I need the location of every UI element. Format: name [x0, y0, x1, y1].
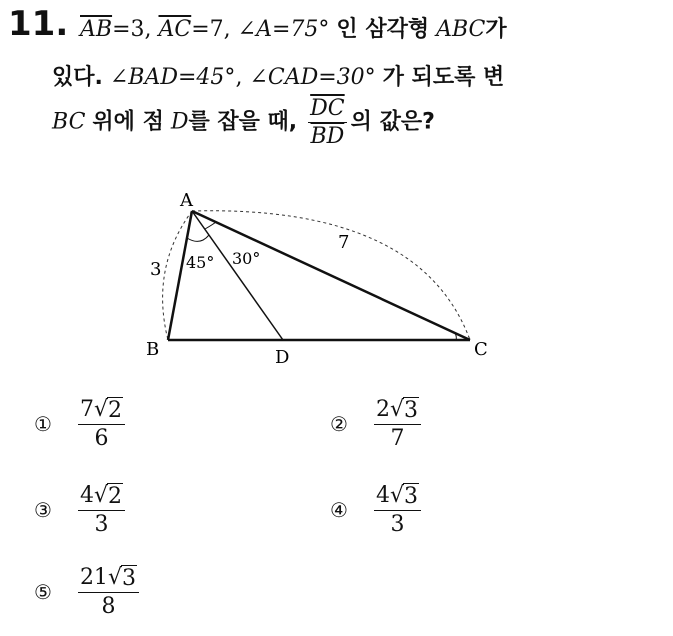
choice-5-mark: ⑤: [34, 580, 52, 604]
choice-2-coef: 2: [375, 397, 390, 422]
question-text-6: 를 잡을 때,: [188, 109, 298, 135]
choice-2-den: 7: [390, 426, 405, 451]
choice-5-coef: 21: [79, 565, 108, 590]
label-angle-45: 45°: [186, 253, 215, 272]
comma: ,: [235, 65, 243, 90]
label-b: B: [146, 339, 160, 360]
eq-7: =7,: [191, 17, 231, 42]
choice-4-fraction: [374, 483, 421, 537]
question-text-5: 위에 점: [92, 109, 164, 135]
choice-5[interactable]: [34, 565, 143, 619]
choice-3-coef: 4: [79, 483, 94, 508]
choice-4-mark: ④: [330, 498, 348, 522]
choice-4-coef: 4: [375, 483, 390, 508]
question-text-2: 가: [485, 17, 507, 42]
triangle-abc: ABC: [436, 17, 486, 42]
point-d: D: [170, 109, 189, 135]
choice-1-den: 6: [94, 426, 109, 451]
label-angle-30: 30°: [232, 249, 261, 268]
question-text-3: 있다.: [52, 65, 103, 90]
angle-cad: ∠CAD=30°: [249, 65, 376, 90]
choice-2-fraction: [374, 397, 421, 451]
label-c: C: [474, 339, 488, 360]
segment-ab: $\overline{AB}$: [80, 17, 113, 42]
choice-3-mark: ③: [34, 498, 52, 522]
segment-ad-line: [192, 211, 283, 340]
side-ab-line: [168, 211, 192, 340]
question-text-7: 의 값은?: [350, 109, 435, 135]
label-a: A: [180, 190, 193, 211]
label-d: D: [275, 347, 290, 368]
choice-3-fraction: [78, 483, 125, 537]
choice-2[interactable]: [330, 397, 425, 451]
choice-5-radicand: 3: [121, 566, 136, 591]
choice-4-radicand: 3: [403, 484, 418, 509]
choice-5-den: 8: [101, 594, 116, 619]
choice-1-radicand: 2: [107, 398, 122, 423]
side-bc: BC: [52, 109, 86, 135]
angle-a: ∠A=75°: [237, 17, 330, 42]
choice-2-radicand: 3: [403, 398, 418, 423]
question-text-4: 가 되도록 변: [382, 65, 505, 90]
choice-3-den: 3: [94, 512, 109, 537]
sqrt-sign: √: [389, 483, 404, 508]
side-ac-line: [192, 211, 470, 340]
angle-arc-bad: [187, 235, 209, 241]
segment-ac: $\overline{AC}$: [158, 17, 192, 42]
choice-1-coef: 7: [79, 397, 94, 422]
sqrt-sign: √: [93, 397, 108, 422]
sqrt-sign: √: [107, 565, 122, 590]
angle-arc-cad: [205, 222, 216, 229]
choice-1[interactable]: [34, 397, 129, 451]
sqrt-sign: √: [389, 397, 404, 422]
label-side-ab: 3: [150, 259, 162, 280]
question-text-1: 인 삼각형: [336, 17, 430, 42]
sqrt-sign: √: [93, 483, 108, 508]
choice-2-mark: ②: [330, 412, 348, 436]
choice-1-fraction: [78, 397, 125, 451]
choice-4[interactable]: [330, 483, 425, 537]
choice-3-radicand: 2: [107, 484, 122, 509]
choice-3[interactable]: [34, 483, 129, 537]
ratio-numerator: $\overline{DC}$: [310, 96, 345, 121]
choice-4-den: 3: [390, 512, 405, 537]
choice-5-fraction: [78, 565, 139, 619]
problem-number: 11.: [8, 4, 69, 44]
ratio-denominator: BD: [310, 124, 345, 149]
angle-bad: ∠BAD=45°: [109, 65, 236, 90]
label-side-ac: 7: [338, 232, 350, 253]
choice-1-mark: ①: [34, 412, 52, 436]
eq-3: =3,: [112, 17, 152, 42]
